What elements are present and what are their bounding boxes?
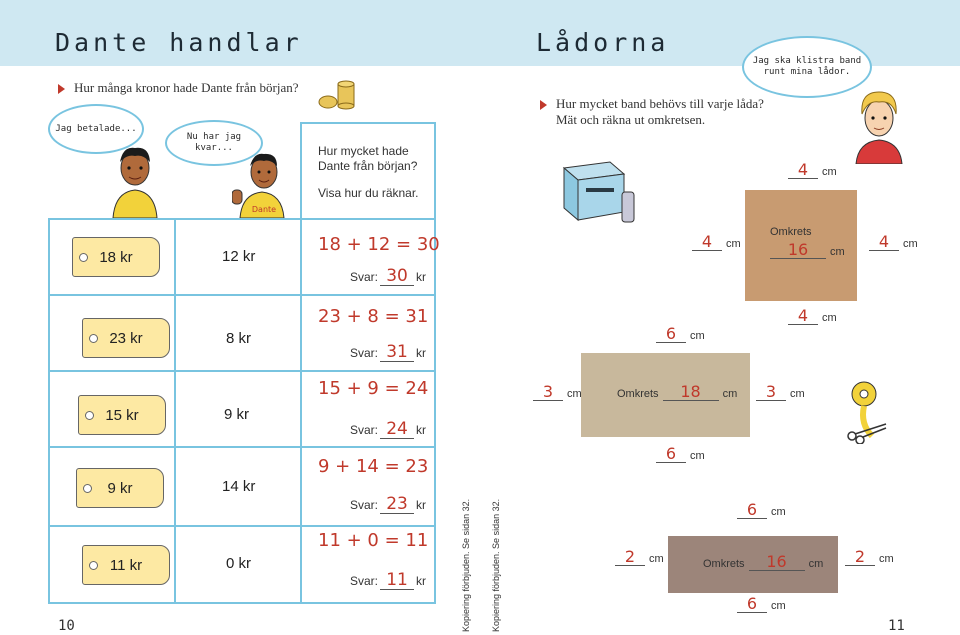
box1-right-measure — [869, 234, 918, 251]
tag-hole-icon — [83, 484, 92, 493]
unit-label: cm — [690, 330, 705, 342]
measure-value: 6 — [737, 596, 767, 613]
answer-value: 31 — [380, 344, 414, 362]
answer-line — [350, 421, 426, 439]
grid-row-line — [48, 370, 436, 372]
equation: 23 + 8 = 31 — [318, 306, 429, 327]
box2-right-measure — [756, 384, 805, 401]
svar-label: Svar: — [350, 574, 379, 588]
price-tag — [78, 395, 166, 435]
coins-icon — [316, 78, 364, 112]
page-number-left: 10 — [58, 618, 75, 634]
page-number-right: 11 — [888, 618, 905, 634]
unit-label: cm — [567, 388, 582, 400]
answer-line — [350, 344, 426, 362]
question-right — [540, 96, 764, 128]
grid-top-line — [300, 122, 436, 124]
tag-hole-icon — [85, 411, 94, 420]
bullet-triangle-icon — [58, 84, 65, 94]
equation: 18 + 12 = 30 — [318, 234, 440, 255]
unit-label: kr — [416, 423, 427, 437]
grid-row-line — [48, 294, 436, 296]
measure-value: 6 — [737, 502, 767, 519]
box1-perimeter — [770, 242, 845, 259]
equation: 11 + 0 = 11 — [318, 530, 429, 551]
unit-label: cm — [879, 553, 894, 565]
answer-value: 23 — [380, 496, 414, 514]
box1-left-measure — [692, 234, 741, 251]
unit-label: cm — [830, 246, 845, 258]
omkrets-label: Omkrets — [617, 388, 659, 400]
box1-bottom-measure — [788, 308, 837, 325]
box3-top-measure — [737, 502, 786, 519]
question-right-line-1: Hur mycket band behövs till varje låda? — [556, 96, 764, 111]
unit-label: cm — [690, 450, 705, 462]
copyright-right: Kopiering förbjuden. Se sidan 32. — [491, 498, 501, 632]
page-title-left: Dante handlar — [55, 28, 303, 57]
equation: 9 + 14 = 23 — [318, 456, 429, 477]
unit-label: cm — [722, 388, 738, 400]
unit-label: kr — [416, 498, 427, 512]
bullet-triangle-icon — [540, 100, 547, 110]
box1-omkrets-label: Omkrets — [770, 226, 812, 238]
unit-label: cm — [771, 600, 786, 612]
tag-hole-icon — [89, 334, 98, 343]
grid-row-line — [48, 525, 436, 527]
unit-label: cm — [771, 506, 786, 518]
instruction-line-2: Dante från början? — [318, 159, 418, 173]
answer-value: 30 — [380, 268, 414, 286]
price-tag — [76, 468, 164, 508]
price-tag — [72, 237, 160, 277]
question-left — [58, 80, 299, 96]
svar-label: Svar: — [350, 270, 379, 284]
box2-perimeter — [617, 384, 737, 401]
box2-bottom-measure — [656, 446, 705, 463]
unit-label: cm — [822, 312, 837, 324]
omkrets-label: Omkrets — [703, 558, 745, 570]
box1-top-measure — [788, 162, 837, 179]
unit-label: kr — [416, 574, 427, 588]
box3-right-measure — [845, 549, 894, 566]
unit-label: cm — [808, 558, 824, 570]
unit-label: cm — [903, 238, 918, 250]
price-tag-label: 23 kr — [109, 329, 143, 347]
money-left: 8 kr — [226, 330, 252, 347]
grid-left-border — [48, 218, 50, 604]
speech-bubble-paid-text: Jag betalade... — [55, 123, 137, 134]
box3-perimeter — [703, 554, 823, 571]
unit-label: kr — [416, 270, 427, 284]
grid-bottom-line — [48, 602, 436, 604]
girl-figure — [850, 86, 908, 164]
box3-left-measure — [615, 549, 664, 566]
tag-hole-icon — [89, 561, 98, 570]
svar-label: Svar: — [350, 346, 379, 360]
answer-line — [350, 496, 426, 514]
grid-divider-top — [300, 122, 302, 604]
grid-row-line — [48, 218, 436, 220]
grid-column-line — [174, 218, 176, 604]
price-tag — [82, 545, 170, 585]
speech-bubble-right-text: Jag ska klistra band runt mina lådor. — [752, 56, 862, 77]
equation: 15 + 9 = 24 — [318, 378, 429, 399]
dante-figure-2 — [232, 150, 292, 218]
measure-value: 6 — [656, 326, 686, 343]
box3-bottom-measure — [737, 596, 786, 613]
box2-left-measure — [533, 384, 582, 401]
perimeter-value: 18 — [663, 384, 719, 401]
shirt-label: Dante — [251, 205, 277, 214]
measure-value: 2 — [615, 549, 645, 566]
money-left: 12 kr — [222, 248, 256, 265]
instruction — [318, 144, 419, 201]
perimeter-value: 16 — [770, 242, 826, 259]
speech-bubble-left-text: Nu har jag kvar... — [186, 132, 242, 153]
answer-line — [350, 268, 426, 286]
unit-label: kr — [416, 346, 427, 360]
measure-value: 2 — [845, 549, 875, 566]
instruction-line-1: Hur mycket hade — [318, 144, 409, 158]
unit-label: cm — [649, 553, 664, 565]
dante-figure-1 — [105, 140, 165, 218]
price-tag-label: 18 kr — [99, 248, 133, 266]
tag-hole-icon — [79, 253, 88, 262]
measure-value: 3 — [533, 384, 563, 401]
question-left-text: Hur många kronor hade Dante från början? — [74, 80, 299, 95]
grid-right-border — [434, 122, 436, 604]
gift-box-icon — [560, 150, 640, 230]
price-tag-label: 11 kr — [109, 556, 143, 574]
measure-value: 3 — [756, 384, 786, 401]
unit-label: cm — [726, 238, 741, 250]
grid-row-line — [48, 446, 436, 448]
svar-label: Svar: — [350, 423, 379, 437]
page-title-right: Lådorna — [536, 28, 670, 57]
svar-label: Svar: — [350, 498, 379, 512]
money-left: 9 kr — [224, 406, 250, 423]
question-right-line-2: Mät och räkna ut omkretsen. — [556, 112, 706, 127]
instruction-line-3: Visa hur du räknar. — [318, 186, 419, 200]
measure-value: 4 — [692, 234, 722, 251]
money-left: 14 kr — [222, 478, 256, 495]
measure-value: 4 — [788, 162, 818, 179]
price-tag — [82, 318, 170, 358]
copyright-left: Kopiering förbjuden. Se sidan 32. — [461, 498, 471, 632]
money-left: 0 kr — [226, 555, 252, 572]
unit-label: cm — [822, 166, 837, 178]
price-tag-label: 9 kr — [107, 479, 133, 497]
answer-value: 11 — [380, 572, 414, 590]
unit-label: cm — [790, 388, 805, 400]
measure-value: 6 — [656, 446, 686, 463]
perimeter-value: 16 — [749, 554, 805, 571]
answer-value: 24 — [380, 421, 414, 439]
measure-value: 4 — [788, 308, 818, 325]
measure-value: 4 — [869, 234, 899, 251]
price-tag-label: 15 kr — [105, 406, 139, 424]
scissors-icon — [846, 422, 888, 444]
box2-top-measure — [656, 326, 705, 343]
answer-line — [350, 572, 426, 590]
